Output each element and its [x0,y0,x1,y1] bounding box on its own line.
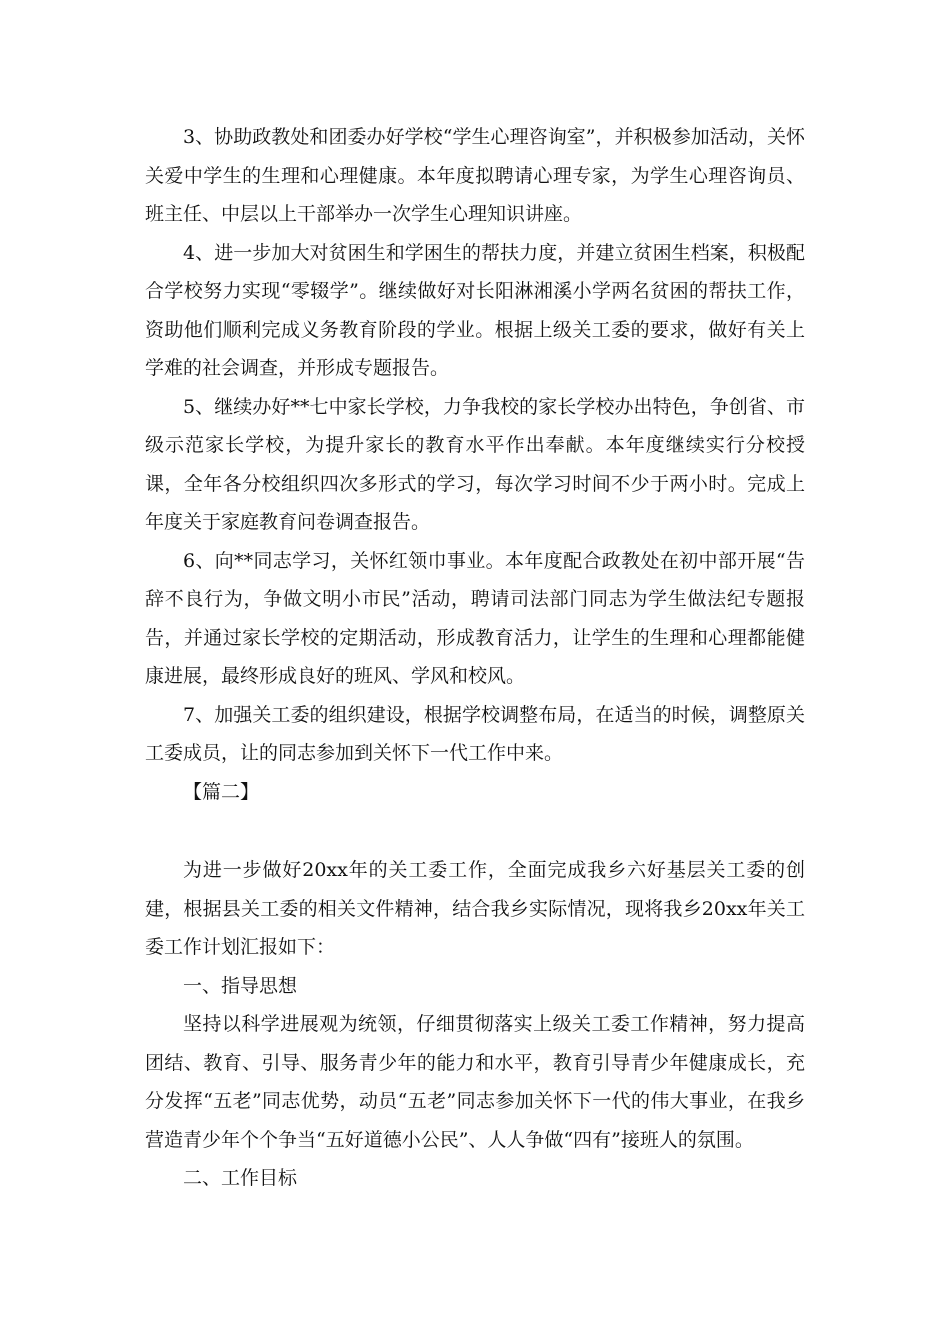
part-two-intro: 为进一步做好20xx年的关工委工作，全面完成我乡六好基层关工委的创建，根据县关工委的相关文件精神，结合我乡实际情况，现将我乡20xx年关工委工作计划汇报如下： [145,859,805,958]
document-page [145,118,805,1198]
paragraph-item-4: 4、进一步加大对贫困生和学困生的帮扶力度，并建立贫困生档案，积极配合学校努力实现“零辍学”。继续做好对长阳淋湘溪小学两名贫困的帮扶工作，资助他们顺利完成义务教育阶段的学业。根据上级关工委的要求，做好有关上学难的社会调查，并形成专题报告。 [145,241,805,379]
paragraph-item-5: 5、继续办好**七中家长学校，力争我校的家长学校办出特色，争创省、市级示范家长学校，为提升家长的教育水平作出奉献。本年度继续实行分校授课，全年各分校组织四次多形式的学习，每次学习时间不少于两小时。完成上年度关于家庭教育问卷调查报告。 [145,395,805,533]
paragraph-item-6: 6、向**同志学习，关怀红领巾事业。本年度配合政教处在初中部开展“告辞不良行为，争做文明小市民”活动，聘请司法部门同志为学生做法纪专题报告，并通过家长学校的定期活动，形成教育活力，让学生的生理和心理都能健康进展，最终形成良好的班风、学风和校风。 [145,549,805,687]
paragraph-item-7: 7、加强关工委的组织建设，根据学校调整布局，在适当的时候，调整原关工委成员，让的同志参加到关怀下一代工作中来。 [145,703,805,764]
section-guiding-ideology-title: 一、指导思想 [183,974,298,997]
paragraph-item-3: 3、协助政教处和团委办好学校“学生心理咨询室”，并积极参加活动，关怀关爱中学生的生理和心理健康。本年度拟聘请心理专家，为学生心理咨询员、班主任、中层以上干部举办一次学生心理知识讲座。 [145,126,805,225]
section-guiding-ideology-body: 坚持以科学进展观为统领，仔细贯彻落实上级关工委工作精神，努力提高团结、教育、引导、服务青少年的能力和水平，教育引导青少年健康成长，充分发挥“五老”同志优势，动员“五老”同志参加关怀下一代的伟大事业，在我乡营造青少年个个争当“五好道德小公民”、人人争做“四有”接班人的氛围。 [145,1013,805,1151]
section-work-goals-title: 二、工作目标 [183,1167,298,1189]
part-two-heading: 【篇二】 [183,780,260,803]
spacer [145,811,805,851]
